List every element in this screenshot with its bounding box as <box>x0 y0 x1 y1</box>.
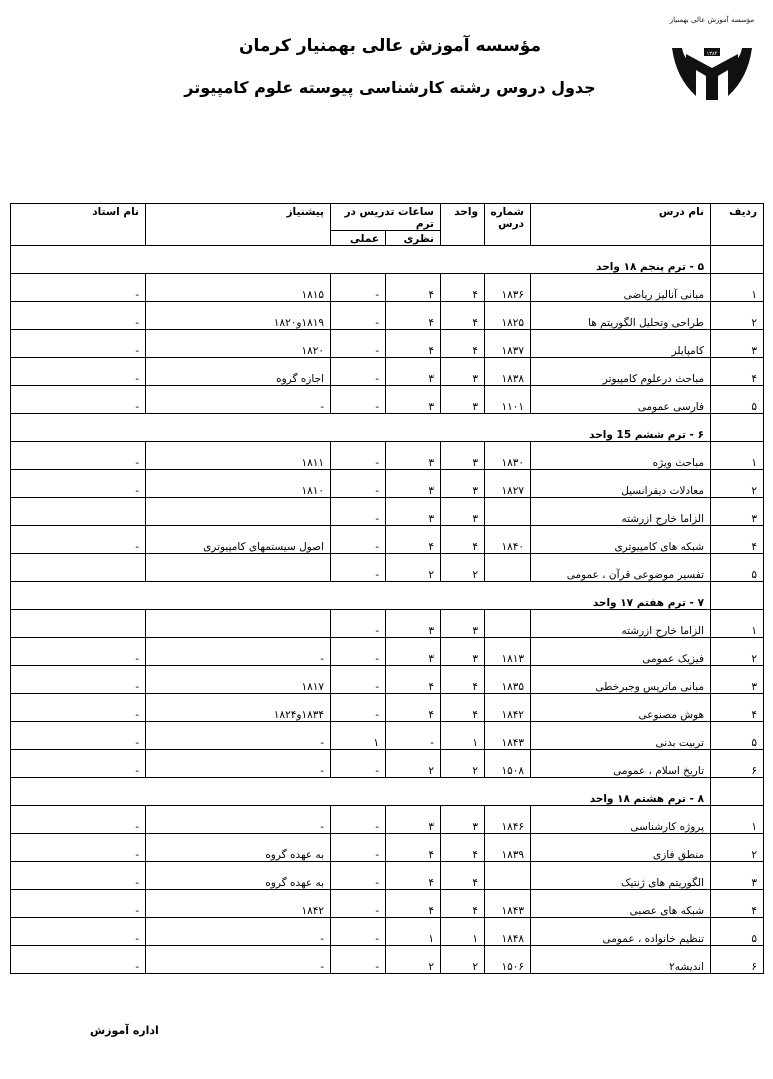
cell-prereq: به عهده گروه <box>146 834 331 862</box>
cell-theory: ۴ <box>386 890 441 918</box>
cell-name: فارسی عمومی <box>531 386 711 414</box>
cell-teacher: - <box>11 918 146 946</box>
table-row <box>11 302 764 330</box>
cell-name: تاریخ اسلام ، عمومی <box>531 750 711 778</box>
table-row <box>11 610 764 638</box>
section-spacer <box>711 414 764 442</box>
cell-name: هوش مصنوعی <box>531 694 711 722</box>
cell-name: منطق فازی <box>531 834 711 862</box>
cell-prereq: - <box>146 750 331 778</box>
cell-units: ۳ <box>441 358 485 386</box>
section-spacer <box>711 582 764 610</box>
cell-name: معادلات دیفرانسیل <box>531 470 711 498</box>
cell-teacher: - <box>11 722 146 750</box>
cell-practice: - <box>331 526 386 554</box>
cell-prereq: ۱۸۴۲ <box>146 890 331 918</box>
cell-name: تفسیر موضوعی قرآن ، عمومی <box>531 554 711 582</box>
cell-prereq: - <box>146 386 331 414</box>
table-row <box>11 470 764 498</box>
cell-units: ۲ <box>441 946 485 974</box>
cell-teacher: - <box>11 330 146 358</box>
cell-practice: - <box>331 834 386 862</box>
table-row <box>11 890 764 918</box>
cell-row: ۴ <box>711 890 764 918</box>
cell-code: ۱۵۰۶ <box>485 946 531 974</box>
cell-row: ۵ <box>711 386 764 414</box>
cell-code <box>485 554 531 582</box>
cell-units: ۴ <box>441 274 485 302</box>
cell-code: ۱۸۳۰ <box>485 442 531 470</box>
cell-prereq: ۱۸۲۰ <box>146 330 331 358</box>
cell-teacher: - <box>11 666 146 694</box>
cell-units: ۳ <box>441 386 485 414</box>
cell-row: ۱ <box>711 442 764 470</box>
courses-table <box>10 203 764 974</box>
cell-theory: ۳ <box>386 638 441 666</box>
cell-code: ۱۸۴۳ <box>485 890 531 918</box>
cell-teacher: - <box>11 302 146 330</box>
cell-prereq: ۱۸۱۱ <box>146 442 331 470</box>
col-prereq: پیشنیاز <box>146 204 331 246</box>
cell-teacher: - <box>11 526 146 554</box>
cell-units: ۴ <box>441 666 485 694</box>
cell-code: ۱۸۴۶ <box>485 806 531 834</box>
col-hours: ساعات تدریس در ترم <box>331 204 441 231</box>
cell-name: مبانی آنالیز ریاضی <box>531 274 711 302</box>
page-title: جدول دروس رشته کارشناسی پیوسته علوم کامپیوتر <box>184 78 596 97</box>
cell-row: ۴ <box>711 694 764 722</box>
col-practice: عملی <box>331 231 386 246</box>
cell-teacher: - <box>11 834 146 862</box>
cell-practice: - <box>331 862 386 890</box>
cell-units: ۴ <box>441 330 485 358</box>
cell-theory: ۱ <box>386 918 441 946</box>
cell-row: ۴ <box>711 526 764 554</box>
table-row <box>11 526 764 554</box>
cell-row: ۶ <box>711 750 764 778</box>
cell-prereq <box>146 610 331 638</box>
table-row <box>11 722 764 750</box>
cell-prereq: به عهده گروه <box>146 862 331 890</box>
cell-row: ۲ <box>711 834 764 862</box>
cell-prereq: - <box>146 638 331 666</box>
section-title: ۷ - ترم هفتم ۱۷ واحد <box>11 582 711 610</box>
cell-theory: ۳ <box>386 498 441 526</box>
cell-units: ۴ <box>441 834 485 862</box>
table-row <box>11 862 764 890</box>
cell-code: ۱۸۴۸ <box>485 918 531 946</box>
cell-code: ۱۸۴۰ <box>485 526 531 554</box>
cell-prereq: ۱۸۱۹و۱۸۲۰ <box>146 302 331 330</box>
cell-units: ۱ <box>441 722 485 750</box>
cell-units: ۲ <box>441 554 485 582</box>
cell-code: ۱۸۴۳ <box>485 722 531 750</box>
cell-prereq <box>146 554 331 582</box>
cell-units: ۴ <box>441 302 485 330</box>
cell-row: ۳ <box>711 666 764 694</box>
cell-units: ۳ <box>441 610 485 638</box>
table-row <box>11 442 764 470</box>
table-row <box>11 750 764 778</box>
cell-name: شبکه های کامپیوتری <box>531 526 711 554</box>
cell-units: ۳ <box>441 498 485 526</box>
cell-code: ۱۸۳۹ <box>485 834 531 862</box>
cell-row: ۶ <box>711 946 764 974</box>
col-teacher: نام استاد <box>11 204 146 246</box>
cell-name: تربیت بدنی <box>531 722 711 750</box>
col-theory: نظری <box>386 231 441 246</box>
table-row <box>11 666 764 694</box>
cell-name: شبکه های عصبی <box>531 890 711 918</box>
cell-teacher: - <box>11 638 146 666</box>
table-row <box>11 834 764 862</box>
cell-prereq: اجازه گروه <box>146 358 331 386</box>
cell-code: ۱۸۳۶ <box>485 274 531 302</box>
cell-practice: ۱ <box>331 722 386 750</box>
cell-theory: ۳ <box>386 806 441 834</box>
cell-prereq: ۱۸۱۵ <box>146 274 331 302</box>
cell-teacher: - <box>11 862 146 890</box>
cell-code: ۱۸۲۵ <box>485 302 531 330</box>
cell-code: ۱۸۳۷ <box>485 330 531 358</box>
cell-name: اندیشه۲ <box>531 946 711 974</box>
table-row <box>11 274 764 302</box>
cell-practice: - <box>331 470 386 498</box>
cell-name: پروژه کارشناسی <box>531 806 711 834</box>
cell-theory: ۲ <box>386 946 441 974</box>
cell-name: مباحث درعلوم کامپیوتر <box>531 358 711 386</box>
cell-prereq: ۱۸۳۴و۱۸۲۴ <box>146 694 331 722</box>
cell-practice: - <box>331 554 386 582</box>
cell-practice: - <box>331 330 386 358</box>
cell-row: ۱ <box>711 610 764 638</box>
cell-theory: ۳ <box>386 358 441 386</box>
cell-teacher: - <box>11 750 146 778</box>
cell-teacher: - <box>11 806 146 834</box>
cell-teacher: - <box>11 442 146 470</box>
table-row <box>11 806 764 834</box>
section-header-row <box>11 246 764 274</box>
table-row <box>11 358 764 386</box>
cell-name: تنظیم خانواده ، عمومی <box>531 918 711 946</box>
cell-units: ۳ <box>441 806 485 834</box>
logo-lettering: مؤسسه آموزش عالی بهمنیار <box>669 16 755 24</box>
logo-year: ۱۳۸۴ <box>706 51 718 57</box>
cell-code: ۱۸۳۵ <box>485 666 531 694</box>
cell-practice: - <box>331 750 386 778</box>
cell-row: ۳ <box>711 498 764 526</box>
table-row <box>11 498 764 526</box>
table-row <box>11 638 764 666</box>
section-spacer <box>711 778 764 806</box>
cell-practice: - <box>331 274 386 302</box>
col-units: واحد <box>441 204 485 246</box>
cell-teacher: - <box>11 470 146 498</box>
cell-row: ۲ <box>711 638 764 666</box>
cell-theory: ۳ <box>386 470 441 498</box>
cell-prereq: - <box>146 806 331 834</box>
cell-theory: ۴ <box>386 274 441 302</box>
cell-units: ۳ <box>441 638 485 666</box>
cell-prereq <box>146 498 331 526</box>
table-row <box>11 946 764 974</box>
cell-code: ۱۵۰۸ <box>485 750 531 778</box>
col-code: شماره درس <box>485 204 531 246</box>
cell-row: ۳ <box>711 330 764 358</box>
cell-practice: - <box>331 638 386 666</box>
cell-name: الزاما خارج ازرشته <box>531 498 711 526</box>
cell-theory: ۲ <box>386 750 441 778</box>
cell-units: ۴ <box>441 694 485 722</box>
cell-theory: ۲ <box>386 554 441 582</box>
cell-teacher: - <box>11 386 146 414</box>
cell-practice: - <box>331 694 386 722</box>
cell-teacher <box>11 610 146 638</box>
cell-teacher <box>11 554 146 582</box>
cell-row: ۵ <box>711 918 764 946</box>
cell-theory: ۳ <box>386 610 441 638</box>
cell-theory: - <box>386 722 441 750</box>
section-header-row <box>11 414 764 442</box>
cell-name: الگوریتم های ژنتیک <box>531 862 711 890</box>
cell-units: ۲ <box>441 750 485 778</box>
cell-practice: - <box>331 386 386 414</box>
section-header-row <box>11 582 764 610</box>
cell-code: ۱۸۱۳ <box>485 638 531 666</box>
cell-code: ۱۸۳۸ <box>485 358 531 386</box>
cell-theory: ۴ <box>386 862 441 890</box>
cell-row: ۴ <box>711 358 764 386</box>
cell-name: کامپایلر <box>531 330 711 358</box>
cell-code <box>485 498 531 526</box>
section-title: ۸ - ترم هشتم ۱۸ واحد <box>11 778 711 806</box>
cell-units: ۳ <box>441 470 485 498</box>
cell-units: ۴ <box>441 862 485 890</box>
cell-prereq: - <box>146 946 331 974</box>
cell-theory: ۴ <box>386 666 441 694</box>
cell-theory: ۴ <box>386 694 441 722</box>
cell-teacher: - <box>11 890 146 918</box>
cell-theory: ۴ <box>386 834 441 862</box>
footer-office: اداره آموزش <box>90 1024 159 1037</box>
cell-practice: - <box>331 666 386 694</box>
cell-prereq: اصول سیستمهای کامپیوتری <box>146 526 331 554</box>
cell-row: ۱ <box>711 806 764 834</box>
cell-practice: - <box>331 358 386 386</box>
cell-practice: - <box>331 498 386 526</box>
cell-units: ۴ <box>441 890 485 918</box>
cell-row: ۲ <box>711 302 764 330</box>
cell-practice: - <box>331 302 386 330</box>
cell-prereq: - <box>146 918 331 946</box>
cell-row: ۵ <box>711 554 764 582</box>
section-title: ۵ - ترم پنجم ۱۸ واحد <box>11 246 711 274</box>
cell-prereq: ۱۸۱۰ <box>146 470 331 498</box>
cell-row: ۵ <box>711 722 764 750</box>
cell-theory: ۴ <box>386 330 441 358</box>
cell-name: طراحی وتحلیل الگوریتم ها <box>531 302 711 330</box>
table-row <box>11 918 764 946</box>
cell-practice: - <box>331 890 386 918</box>
col-name: نام درس <box>531 204 711 246</box>
cell-theory: ۴ <box>386 302 441 330</box>
table-row <box>11 694 764 722</box>
institution-logo <box>666 8 758 100</box>
cell-practice: - <box>331 806 386 834</box>
cell-row: ۲ <box>711 470 764 498</box>
cell-code <box>485 862 531 890</box>
cell-teacher: - <box>11 274 146 302</box>
cell-row: ۳ <box>711 862 764 890</box>
cell-teacher: - <box>11 358 146 386</box>
institution-title: مؤسسه آموزش عالی بهمنیار کرمان <box>239 36 541 56</box>
section-title: ۶ - ترم ششم 15 واحد <box>11 414 711 442</box>
cell-practice: - <box>331 610 386 638</box>
cell-name: مباحث ویژه <box>531 442 711 470</box>
cell-code <box>485 610 531 638</box>
cell-name: مبانی ماتریس وجبرخطی <box>531 666 711 694</box>
cell-practice: - <box>331 918 386 946</box>
cell-teacher: - <box>11 946 146 974</box>
cell-teacher <box>11 498 146 526</box>
cell-prereq: - <box>146 722 331 750</box>
cell-name: فیزیک عمومی <box>531 638 711 666</box>
cell-units: ۴ <box>441 526 485 554</box>
section-header-row <box>11 778 764 806</box>
cell-theory: ۴ <box>386 526 441 554</box>
cell-code: ۱۸۲۷ <box>485 470 531 498</box>
table-row <box>11 554 764 582</box>
courses-body <box>11 246 764 974</box>
cell-row: ۱ <box>711 274 764 302</box>
cell-theory: ۳ <box>386 386 441 414</box>
cell-practice: - <box>331 442 386 470</box>
cell-code: ۱۸۴۲ <box>485 694 531 722</box>
col-row: ردیف <box>711 204 764 246</box>
section-spacer <box>711 246 764 274</box>
cell-theory: ۳ <box>386 442 441 470</box>
table-row <box>11 386 764 414</box>
cell-name: الزاما خارج ازرشته <box>531 610 711 638</box>
cell-units: ۳ <box>441 442 485 470</box>
table-row <box>11 330 764 358</box>
cell-code: ۱۱۰۱ <box>485 386 531 414</box>
cell-units: ۱ <box>441 918 485 946</box>
cell-practice: - <box>331 946 386 974</box>
cell-teacher: - <box>11 694 146 722</box>
cell-prereq: ۱۸۱۷ <box>146 666 331 694</box>
